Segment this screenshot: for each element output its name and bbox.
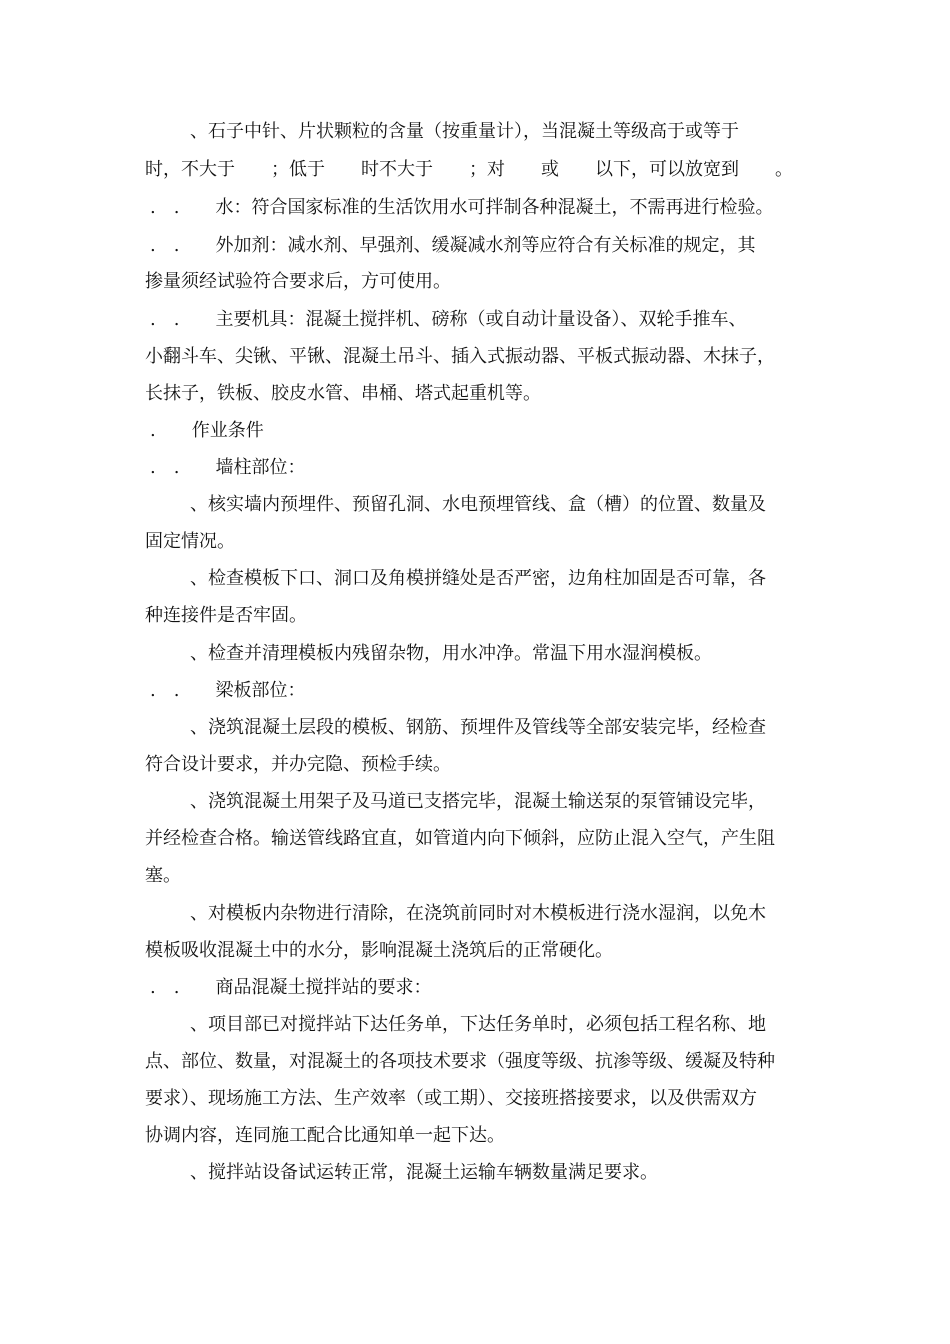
text-line: 并经检查合格。输送管线路宜直，如管道内向下倾斜，应防止混入空气，产生阻	[145, 828, 775, 849]
text-line: . . 主要机具：混凝土搅拌机、磅称（或自动计量设备）、双轮手推车、	[150, 309, 747, 330]
text-line: 小翻斗车、尖锹、平锹、混凝土吊斗、插入式振动器、平板式振动器、木抹子，	[145, 346, 775, 367]
text-line: 协调内容，连同施工配合比通知单一起下达。	[145, 1125, 505, 1146]
text-line: 、核实墙内预埋件、预留孔洞、水电预埋管线、盒（槽）的位置、数量及	[190, 494, 766, 515]
text-line: 、浇筑混凝土层段的模板、钢筋、预埋件及管线等全部安装完毕，经检查	[190, 717, 766, 738]
text-line: 符合设计要求，并办完隐、预检手续。	[145, 754, 451, 775]
text-line: 、石子中针、片状颗粒的含量（按重量计），当混凝土等级高于或等于	[190, 121, 739, 142]
text-line: 掺量须经试验符合要求后，方可使用。	[145, 271, 451, 292]
text-line: 、搅拌站设备试运转正常，混凝土运输车辆数量满足要求。	[190, 1162, 658, 1183]
subsection-heading: . . 墙柱部位：	[150, 457, 306, 478]
text-line: 固定情况。	[145, 531, 235, 552]
text-line: . . 水：符合国家标准的生活饮用水可拌制各种混凝土，不需再进行检验。	[150, 197, 774, 218]
text-line: 模板吸收混凝土中的水分，影响混凝土浇筑后的正常硬化。	[145, 940, 613, 961]
text-line: 时，不大于 ；低于 时不大于 ；对 或 以下，可以放宽到 。	[145, 159, 793, 180]
text-line: 、检查模板下口、洞口及角模拼缝处是否严密，边角柱加固是否可靠，各	[190, 568, 766, 589]
subsection-heading: . . 梁板部位：	[150, 680, 306, 701]
text-line: 点、部位、数量，对混凝土的各项技术要求（强度等级、抗渗等级、缓凝及特种	[145, 1051, 775, 1072]
text-line: 、项目部已对搅拌站下达任务单，下达任务单时，必须包括工程名称、地	[190, 1014, 766, 1035]
text-line: 、对模板内杂物进行清除，在浇筑前同时对木模板进行浇水湿润，以免木	[190, 903, 766, 924]
text-line: 种连接件是否牢固。	[145, 605, 307, 626]
subsection-heading: . . 商品混凝土搅拌站的要求：	[150, 977, 432, 998]
text-line: . . 外加剂：减水剂、早强剂、缓凝减水剂等应符合有关标准的规定，其	[150, 235, 756, 256]
text-line: 、检查并清理模板内残留杂物，用水冲净。常温下用水湿润模板。	[190, 643, 712, 664]
text-line: 要求）、现场施工方法、生产效率（或工期）、交接班搭接要求，以及供需双方	[145, 1088, 757, 1109]
text-line: 塞。	[145, 865, 181, 886]
text-line: 长抹子，铁板、胶皮水管、串桶、塔式起重机等。	[145, 383, 541, 404]
section-heading: . 作业条件	[150, 420, 264, 441]
text-line: 、浇筑混凝土用架子及马道已支搭完毕，混凝土输送泵的泵管铺设完毕，	[190, 791, 766, 812]
